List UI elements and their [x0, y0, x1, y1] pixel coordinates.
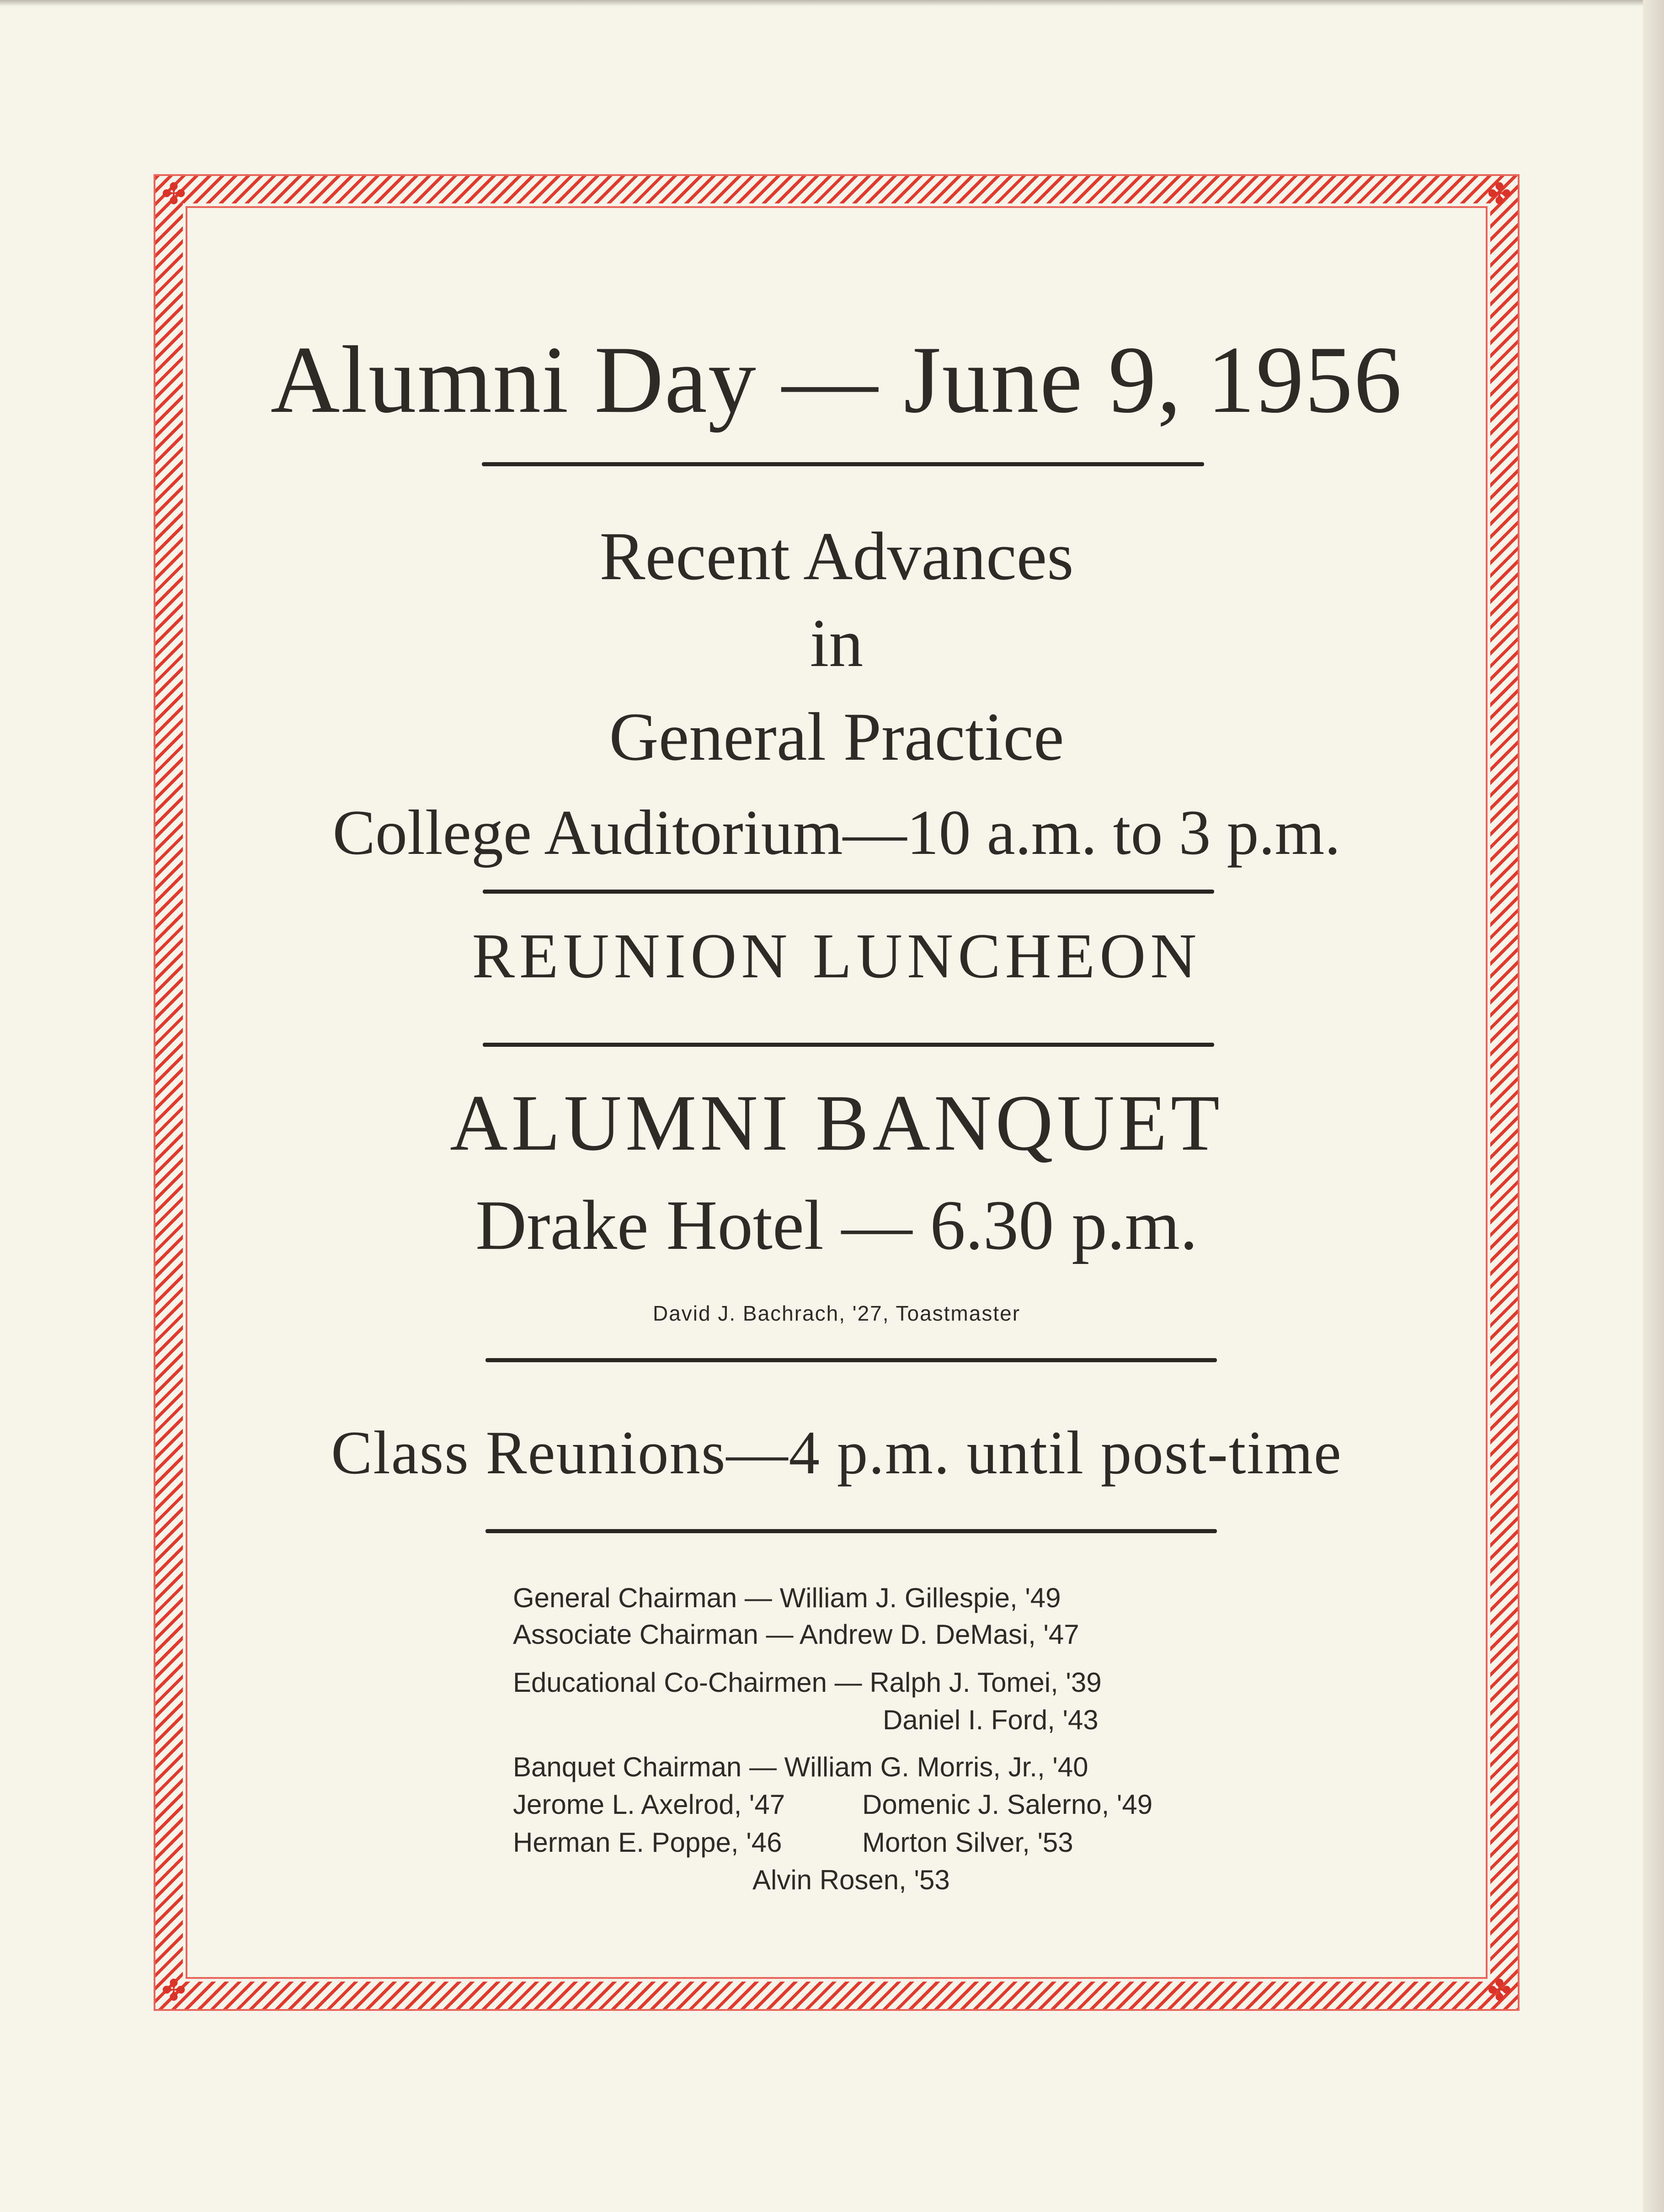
banquet-chairman: Banquet Chairman — William G. Morris, Jr., '40 [513, 1752, 1088, 1782]
divider [483, 1043, 1214, 1047]
general-chairman: General Chairman — William J. Gillespie, '49 [513, 1583, 1061, 1613]
committee-member: Jerome L. Axelrod, '47 [513, 1789, 785, 1820]
program-title-line-1: Recent Advances [599, 518, 1074, 594]
committee-member: Morton Silver, '53 [862, 1827, 1073, 1858]
program-location-time: College Auditorium—10 a.m. to 3 p.m. [332, 797, 1341, 868]
corner-ornament-icon: ✤ [161, 178, 186, 210]
educational-co-chairman-2: Daniel I. Ford, '43 [883, 1705, 1099, 1735]
program-content [186, 206, 1488, 1979]
committee-member: Domenic J. Salerno, '49 [862, 1789, 1153, 1820]
divider [482, 462, 1204, 466]
divider [485, 1529, 1217, 1533]
corner-ornament-icon: ✤ [1487, 1974, 1512, 2007]
committee-member: Herman E. Poppe, '46 [513, 1827, 782, 1858]
program-title-line-2: in [810, 605, 864, 681]
banquet-location-time: Drake Hotel — 6.30 p.m. [475, 1186, 1198, 1264]
divider [485, 1358, 1217, 1362]
page-top-edge [0, 0, 1664, 6]
class-reunions: Class Reunions—4 p.m. until post-time [331, 1419, 1342, 1487]
divider [483, 890, 1214, 894]
reunion-luncheon: REUNION LUNCHEON [472, 921, 1201, 991]
corner-ornament-icon: ✤ [161, 1974, 186, 2007]
associate-chairman: Associate Chairman — Andrew D. DeMasi, '47 [513, 1619, 1079, 1650]
program-title-line-3: General Practice [609, 699, 1064, 775]
page-title: Alumni Day — June 9, 1956 [270, 327, 1403, 433]
page-right-edge [1643, 0, 1664, 2212]
toastmaster: David J. Bachrach, '27, Toastmaster [652, 1301, 1021, 1325]
corner-ornament-icon: ✤ [1487, 178, 1512, 210]
banquet-title: ALUMNI BANQUET [450, 1078, 1223, 1167]
educational-co-chairmen: Educational Co-Chairmen — Ralph J. Tomei, '39 [513, 1667, 1102, 1698]
committee-member: Alvin Rosen, '53 [752, 1865, 950, 1895]
